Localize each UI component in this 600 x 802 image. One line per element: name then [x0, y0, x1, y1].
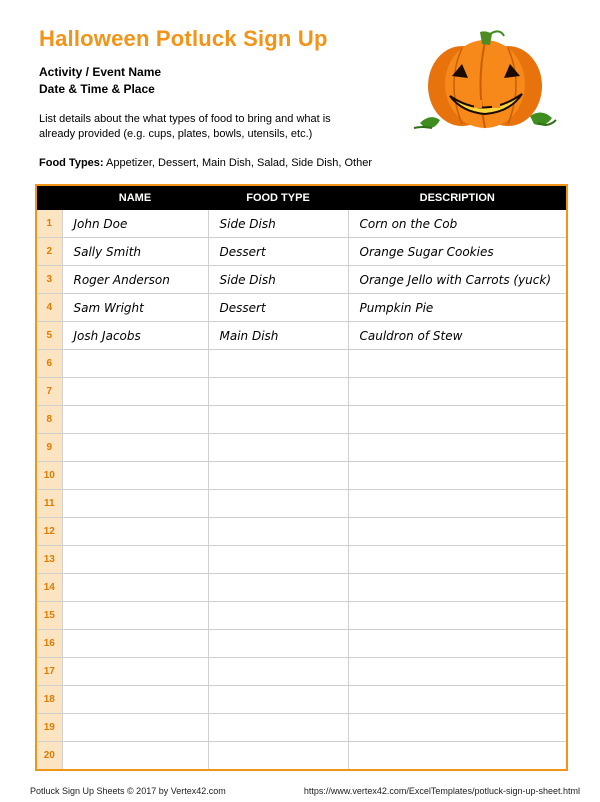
food-type-cell[interactable]: [208, 378, 348, 406]
description-cell[interactable]: [348, 434, 567, 462]
name-cell[interactable]: Sally Smith: [62, 238, 208, 266]
name-cell[interactable]: [62, 546, 208, 574]
jack-o-lantern-icon: [410, 28, 560, 138]
name-cell[interactable]: [62, 350, 208, 378]
row-number: 14: [36, 574, 62, 602]
description-cell[interactable]: [348, 714, 567, 742]
table-row: [36, 546, 567, 574]
row-number: 15: [36, 602, 62, 630]
page-title: Halloween Potluck Sign Up: [39, 26, 328, 51]
row-number: 19: [36, 714, 62, 742]
name-cell[interactable]: [62, 686, 208, 714]
row-number: 10: [36, 462, 62, 490]
row-number: 9: [36, 434, 62, 462]
description-text: List details about the what types of food to bring and what is already provided (e.g. cups, plates, bowls, utensils, etc.): [39, 113, 331, 140]
description-cell[interactable]: [348, 350, 567, 378]
row-number: 2: [36, 238, 62, 266]
date-place: Date & Time & Place: [39, 82, 155, 96]
food-type-cell[interactable]: [208, 658, 348, 686]
food-type-cell[interactable]: [208, 714, 348, 742]
name-cell[interactable]: Josh Jacobs: [62, 322, 208, 350]
description-cell[interactable]: [348, 602, 567, 630]
name-cell[interactable]: [62, 462, 208, 490]
table-row: [36, 378, 567, 406]
food-type-cell[interactable]: [208, 686, 348, 714]
name-cell[interactable]: [62, 574, 208, 602]
food-type-cell[interactable]: [208, 406, 348, 434]
food-type-cell[interactable]: Main Dish: [208, 322, 348, 350]
food-type-cell[interactable]: [208, 546, 348, 574]
food-type-cell[interactable]: Side Dish: [208, 266, 348, 294]
row-number: 17: [36, 658, 62, 686]
header-food-type: FOOD TYPE: [208, 185, 348, 210]
row-number: 8: [36, 406, 62, 434]
table-row: [36, 574, 567, 602]
description-cell[interactable]: Orange Jello with Carrots (yuck): [348, 266, 567, 294]
table-row: [36, 294, 567, 322]
row-number: 6: [36, 350, 62, 378]
name-cell[interactable]: [62, 742, 208, 771]
name-cell[interactable]: [62, 490, 208, 518]
name-cell[interactable]: Roger Anderson: [62, 266, 208, 294]
table-row: [36, 350, 567, 378]
description-cell[interactable]: [348, 686, 567, 714]
name-cell[interactable]: [62, 406, 208, 434]
header-description: DESCRIPTION: [348, 185, 567, 210]
description-cell[interactable]: [348, 406, 567, 434]
food-type-cell[interactable]: [208, 602, 348, 630]
food-type-cell[interactable]: Dessert: [208, 294, 348, 322]
table-row: [36, 406, 567, 434]
description-cell[interactable]: Corn on the Cob: [348, 210, 567, 238]
event-name: Activity / Event Name: [39, 65, 162, 79]
row-number: 5: [36, 322, 62, 350]
name-cell[interactable]: [62, 658, 208, 686]
row-number: 4: [36, 294, 62, 322]
row-number: 3: [36, 266, 62, 294]
table-row: [36, 658, 567, 686]
table-row: [36, 434, 567, 462]
food-types-line: [39, 157, 372, 169]
header-name: NAME: [62, 185, 208, 210]
description-cell[interactable]: [348, 574, 567, 602]
description-cell[interactable]: [348, 518, 567, 546]
food-type-cell[interactable]: Dessert: [208, 238, 348, 266]
table-row: [36, 266, 567, 294]
food-types-label: Food Types:: [39, 157, 104, 169]
table-row: [36, 322, 567, 350]
name-cell[interactable]: [62, 630, 208, 658]
description-cell[interactable]: [348, 462, 567, 490]
food-types-value: Appetizer, Dessert, Main Dish, Salad, Side Dish, Other: [106, 157, 372, 169]
description-cell[interactable]: Pumpkin Pie: [348, 294, 567, 322]
row-number: 12: [36, 518, 62, 546]
row-number: 11: [36, 490, 62, 518]
food-type-cell[interactable]: [208, 574, 348, 602]
table-row: [36, 602, 567, 630]
row-number: 7: [36, 378, 62, 406]
row-number: 16: [36, 630, 62, 658]
row-number: 18: [36, 686, 62, 714]
table-row: [36, 490, 567, 518]
name-cell[interactable]: [62, 602, 208, 630]
row-number: 13: [36, 546, 62, 574]
footer-url[interactable]: https://www.vertex42.com/ExcelTemplates/potluck-sign-up-sheet.html: [303, 786, 580, 796]
name-cell[interactable]: [62, 714, 208, 742]
description-cell[interactable]: Orange Sugar Cookies: [348, 238, 567, 266]
signup-table: [35, 184, 568, 771]
table-row: [36, 686, 567, 714]
description-cell[interactable]: [348, 658, 567, 686]
name-cell[interactable]: [62, 378, 208, 406]
name-cell[interactable]: Sam Wright: [62, 294, 208, 322]
food-type-cell[interactable]: [208, 462, 348, 490]
name-cell[interactable]: [62, 518, 208, 546]
table-row: [36, 742, 567, 771]
food-type-cell[interactable]: [208, 518, 348, 546]
table-row: [36, 462, 567, 490]
row-number: 20: [36, 742, 62, 771]
description-cell[interactable]: [348, 742, 567, 771]
food-type-cell[interactable]: [208, 630, 348, 658]
footer-copyright: Potluck Sign Up Sheets © 2017 by Vertex42.com: [30, 786, 226, 796]
table-row: [36, 630, 567, 658]
header-num: [36, 185, 62, 210]
food-type-cell[interactable]: [208, 434, 348, 462]
name-cell[interactable]: John Doe: [62, 210, 208, 238]
table-row: [36, 210, 567, 238]
food-type-cell[interactable]: Side Dish: [208, 210, 348, 238]
row-number: 1: [36, 210, 62, 238]
description-cell[interactable]: [348, 630, 567, 658]
name-cell[interactable]: [62, 434, 208, 462]
food-type-cell[interactable]: [208, 742, 348, 771]
food-type-cell[interactable]: [208, 490, 348, 518]
description-cell[interactable]: Cauldron of Stew: [348, 322, 567, 350]
table-row: [36, 238, 567, 266]
description-cell[interactable]: [348, 490, 567, 518]
description-cell[interactable]: [348, 378, 567, 406]
table-row: [36, 518, 567, 546]
food-type-cell[interactable]: [208, 350, 348, 378]
table-row: [36, 714, 567, 742]
description-cell[interactable]: [348, 546, 567, 574]
table-header-row: [36, 185, 567, 210]
